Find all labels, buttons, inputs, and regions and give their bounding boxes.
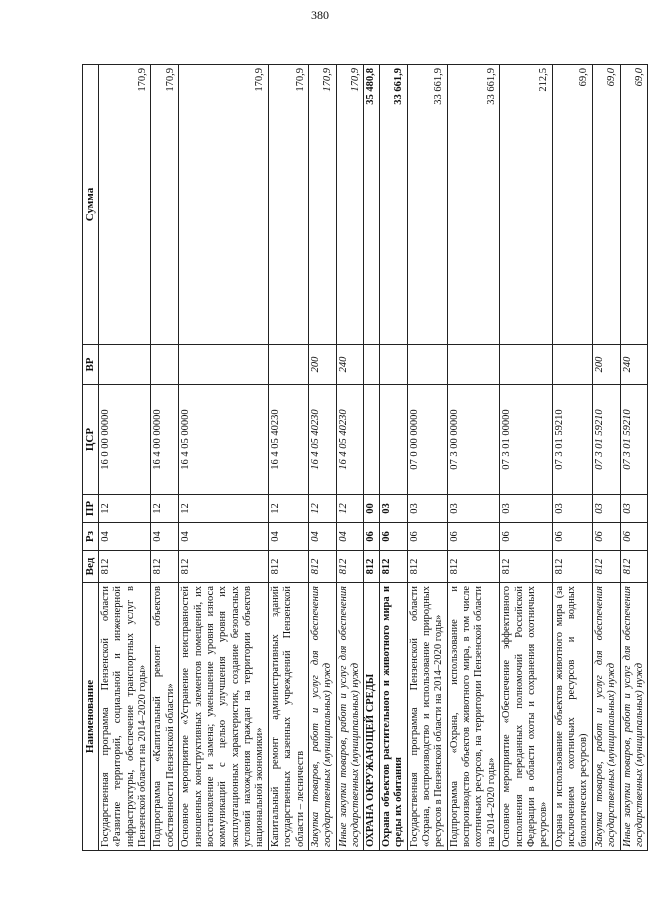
cell-vr: [151, 345, 179, 385]
table-row: [552, 65, 592, 851]
cell-csr: 16 4 00 00000: [151, 385, 179, 495]
cell-sum: 33 661,9: [447, 65, 500, 345]
cell-sum: 69,0: [552, 65, 592, 345]
header-rz: Рз: [83, 523, 99, 551]
cell-sum: 33 661,9: [379, 65, 407, 345]
cell-vr: [364, 345, 379, 385]
cell-pr: 12: [151, 495, 179, 523]
cell-pr: 03: [620, 495, 648, 523]
budget-table: [82, 64, 648, 851]
cell-pr: 03: [379, 495, 407, 523]
cell-ved: 812: [364, 551, 379, 583]
cell-name: Основное мероприятие «Устранение неисправностей изношенных конструктивных элементов помещений, их восстановление и замена; уменьшение уровня износа коммуникаций с целью улучшения уровня их эксплуатационных характеристик, создание безопасных условий нахождения граждан на территории объектов национальной экономики»: [179, 583, 269, 851]
cell-rz: 04: [151, 523, 179, 551]
cell-sum: 170,9: [268, 65, 308, 345]
cell-rz: 04: [268, 523, 308, 551]
cell-vr: 240: [336, 345, 364, 385]
cell-ved: 812: [447, 551, 500, 583]
cell-ved: 812: [268, 551, 308, 583]
table-row: [268, 65, 308, 851]
cell-pr: 12: [98, 495, 151, 523]
cell-vr: [447, 345, 500, 385]
cell-pr: 12: [308, 495, 336, 523]
cell-vr: 240: [620, 345, 648, 385]
table-header-row: [83, 65, 99, 851]
header-name: Наименование: [83, 583, 99, 851]
cell-name: Иные закупки товаров, работ и услуг для обеспечения государственных (муниципальных) нужд: [620, 583, 648, 851]
cell-csr: 07 3 01 59210: [552, 385, 592, 495]
cell-sum: 212,5: [500, 65, 553, 345]
cell-sum: 170,9: [308, 65, 336, 345]
cell-ved: 812: [308, 551, 336, 583]
cell-rz: 06: [592, 523, 620, 551]
rotated-table-container: [82, 65, 645, 851]
cell-csr: [364, 385, 379, 495]
cell-sum: 170,9: [336, 65, 364, 345]
cell-sum: 170,9: [98, 65, 151, 345]
cell-sum: 35 480,8: [364, 65, 379, 345]
cell-vr: 200: [592, 345, 620, 385]
cell-rz: 06: [364, 523, 379, 551]
cell-pr: 03: [447, 495, 500, 523]
cell-ved: 812: [98, 551, 151, 583]
table-row: [592, 65, 620, 851]
cell-ved: 812: [336, 551, 364, 583]
cell-csr: [379, 385, 407, 495]
table-row: [447, 65, 500, 851]
cell-sum: 33 661,9: [407, 65, 447, 345]
cell-vr: 200: [308, 345, 336, 385]
cell-csr: 07 3 01 59210: [592, 385, 620, 495]
header-ved: Вед: [83, 551, 99, 583]
cell-name: Иные закупки товаров, работ и услуг для обеспечения государственных (муниципальных) нужд: [336, 583, 364, 851]
cell-rz: 04: [336, 523, 364, 551]
cell-name: Закупка товаров, работ и услуг для обеспечения государственных (муниципальных) нужд: [308, 583, 336, 851]
header-csr: ЦСР: [83, 385, 99, 495]
cell-csr: 07 3 01 59210: [620, 385, 648, 495]
cell-pr: 00: [364, 495, 379, 523]
cell-pr: 12: [268, 495, 308, 523]
cell-csr: 07 3 00 00000: [447, 385, 500, 495]
cell-name: Охрана объектов растительного и животного мира и среды их обитания: [379, 583, 407, 851]
cell-name: Капитальный ремонт административных зданий государственных казенных учреждений Пензенской области – лесничеств: [268, 583, 308, 851]
cell-ved: 812: [151, 551, 179, 583]
cell-pr: 03: [407, 495, 447, 523]
cell-sum: 170,9: [179, 65, 269, 345]
cell-ved: 812: [592, 551, 620, 583]
cell-pr: 03: [552, 495, 592, 523]
table-row: [98, 65, 151, 851]
cell-csr: 16 4 05 40230: [308, 385, 336, 495]
cell-name: Охрана и использование объектов животного мира (за исключением охотничьих ресурсов и водных биологических ресурсов): [552, 583, 592, 851]
table-row: [620, 65, 648, 851]
cell-ved: 812: [179, 551, 269, 583]
cell-sum: 69,0: [620, 65, 648, 345]
cell-name: ОХРАНА ОКРУЖАЮЩЕЙ СРЕДЫ: [364, 583, 379, 851]
cell-ved: 812: [552, 551, 592, 583]
cell-pr: 03: [592, 495, 620, 523]
cell-rz: 06: [447, 523, 500, 551]
cell-pr: 03: [500, 495, 553, 523]
cell-rz: 06: [552, 523, 592, 551]
table-row: [336, 65, 364, 851]
header-vr: ВР: [83, 345, 99, 385]
cell-sum: 170,9: [151, 65, 179, 345]
header-sum: Сумма: [83, 65, 99, 345]
cell-vr: [407, 345, 447, 385]
cell-name: Закупка товаров, работ и услуг для обеспечения государственных (муниципальных) нужд: [592, 583, 620, 851]
cell-name: Подпрограмма «Охрана, использование и воспроизводство объектов животного мира, в том числе охотничьих ресурсов, на территории Пензенской области на 2014–2020 годы»: [447, 583, 500, 851]
cell-name: Государственная программа Пензенской области «Охрана, воспроизводство и использование природных ресурсов в Пензенской области на 2014–2020 годы»: [407, 583, 447, 851]
cell-vr: [179, 345, 269, 385]
cell-rz: 06: [407, 523, 447, 551]
cell-ved: 812: [620, 551, 648, 583]
cell-csr: 16 4 05 40230: [336, 385, 364, 495]
cell-vr: [552, 345, 592, 385]
table-row: [151, 65, 179, 851]
table-row: [308, 65, 336, 851]
cell-vr: [98, 345, 151, 385]
cell-csr: 16 4 05 00000: [179, 385, 269, 495]
cell-rz: 06: [500, 523, 553, 551]
cell-rz: 04: [179, 523, 269, 551]
cell-vr: [268, 345, 308, 385]
table-row: [407, 65, 447, 851]
table-row: [179, 65, 269, 851]
cell-ved: 812: [407, 551, 447, 583]
cell-vr: [379, 345, 407, 385]
cell-name: Государственная программа Пензенской области «Развитие территорий, социальной и инженерной инфраструктуры, обеспечение транспортных услуг в Пензенской области на 2014–2020 годы»: [98, 583, 151, 851]
cell-rz: 04: [98, 523, 151, 551]
cell-pr: 12: [336, 495, 364, 523]
table-row: [379, 65, 407, 851]
cell-csr: 07 3 01 00000: [500, 385, 553, 495]
header-pr: ПР: [83, 495, 99, 523]
cell-csr: 16 4 05 40230: [268, 385, 308, 495]
cell-rz: 06: [620, 523, 648, 551]
cell-rz: 06: [379, 523, 407, 551]
cell-sum: 69,0: [592, 65, 620, 345]
table-row: [500, 65, 553, 851]
cell-name: Подпрограмма «Капитальный ремонт объектов собственности Пензенской области»: [151, 583, 179, 851]
cell-rz: 04: [308, 523, 336, 551]
cell-csr: 07 0 00 00000: [407, 385, 447, 495]
cell-ved: 812: [500, 551, 553, 583]
table-row: [364, 65, 379, 851]
cell-ved: 812: [379, 551, 407, 583]
page-number: 380: [311, 8, 329, 22]
cell-vr: [500, 345, 553, 385]
cell-csr: 16 0 00 00000: [98, 385, 151, 495]
cell-name: Основное мероприятие «Обеспечение эффективного исполнения переданных полномочий Российской Федерации в области охоты и сохранения охотничьих ресурсов»: [500, 583, 553, 851]
cell-pr: 12: [179, 495, 269, 523]
